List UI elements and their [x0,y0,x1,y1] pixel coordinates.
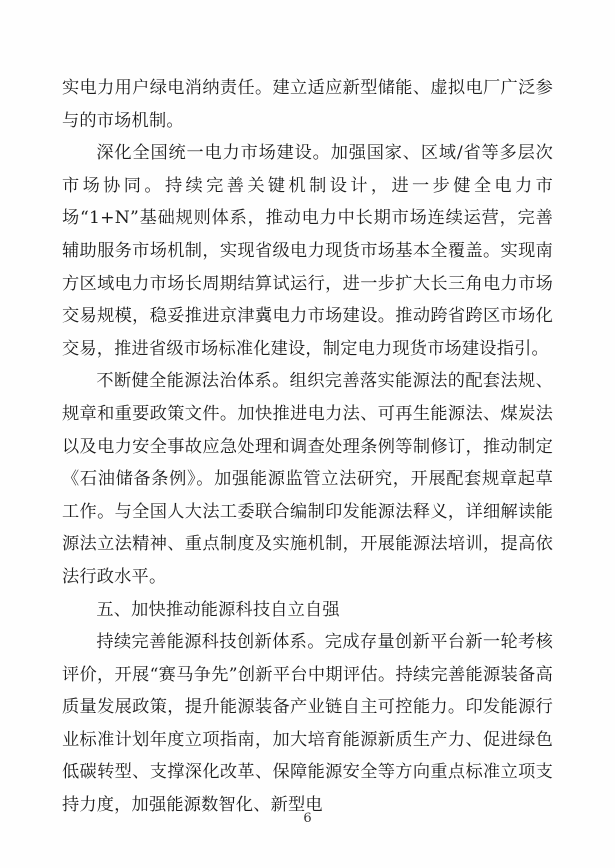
document-body [62,72,553,822]
paragraph-1: 实电力用户绿电消纳责任。建立适应新型储能、虚拟电厂广泛参与的市场机制。 [62,78,553,131]
page-number: 6 [303,811,312,826]
paragraph-5: 持续完善能源科技创新体系。完成存量创新平台新一轮考核评价，开展“赛马争先”创新平台中期评估。持续完善能源装备高质量发展政策，提升能源装备产业链自主可控能力。印发能源行业标准计划年度立项指南，加大培育能源新质生产力、促进绿色低碳转型、支撑深化改革、保障能源安全等方向重点标准立项支持力度，加强能源数智化、新型电 [62,632,553,816]
paragraph-2: 深化全国统一电力市场建设。加强国家、区域/省等多层次市场协同。持续完善关键机制设计，进一步健全电力市场“1+N”基础规则体系，推动电力中长期市场连续运营，完善辅助服务市场机制，实现省级电力现货市场基本全覆盖。实现南方区域电力市场长周期结算试运行，进一步扩大长三角电力市场交易规模，稳妥推进京津冀电力市场建设。推动跨省跨区市场化交易，推进省级市场标准化建设，制定电力现货市场建设指引。 [62,143,553,359]
paragraph-3: 不断健全能源法治体系。组织完善落实能源法的配套法规、规章和重要政策文件。加快推进电力法、可再生能源法、煤炭法以及电力安全事故应急处理和调查处理条例等制修订，推动制定《石油储备条例》。加强能源监管立法研究，开展配套规章起草工作。与全国人大法工委联合编制印发能源法释义，详细解读能源法立法精神、重点制度及实施机制，开展能源法培训，提高依法行政水平。 [62,371,553,587]
section-heading-five: 五、加快推动能源科技自立自强 [96,599,340,620]
